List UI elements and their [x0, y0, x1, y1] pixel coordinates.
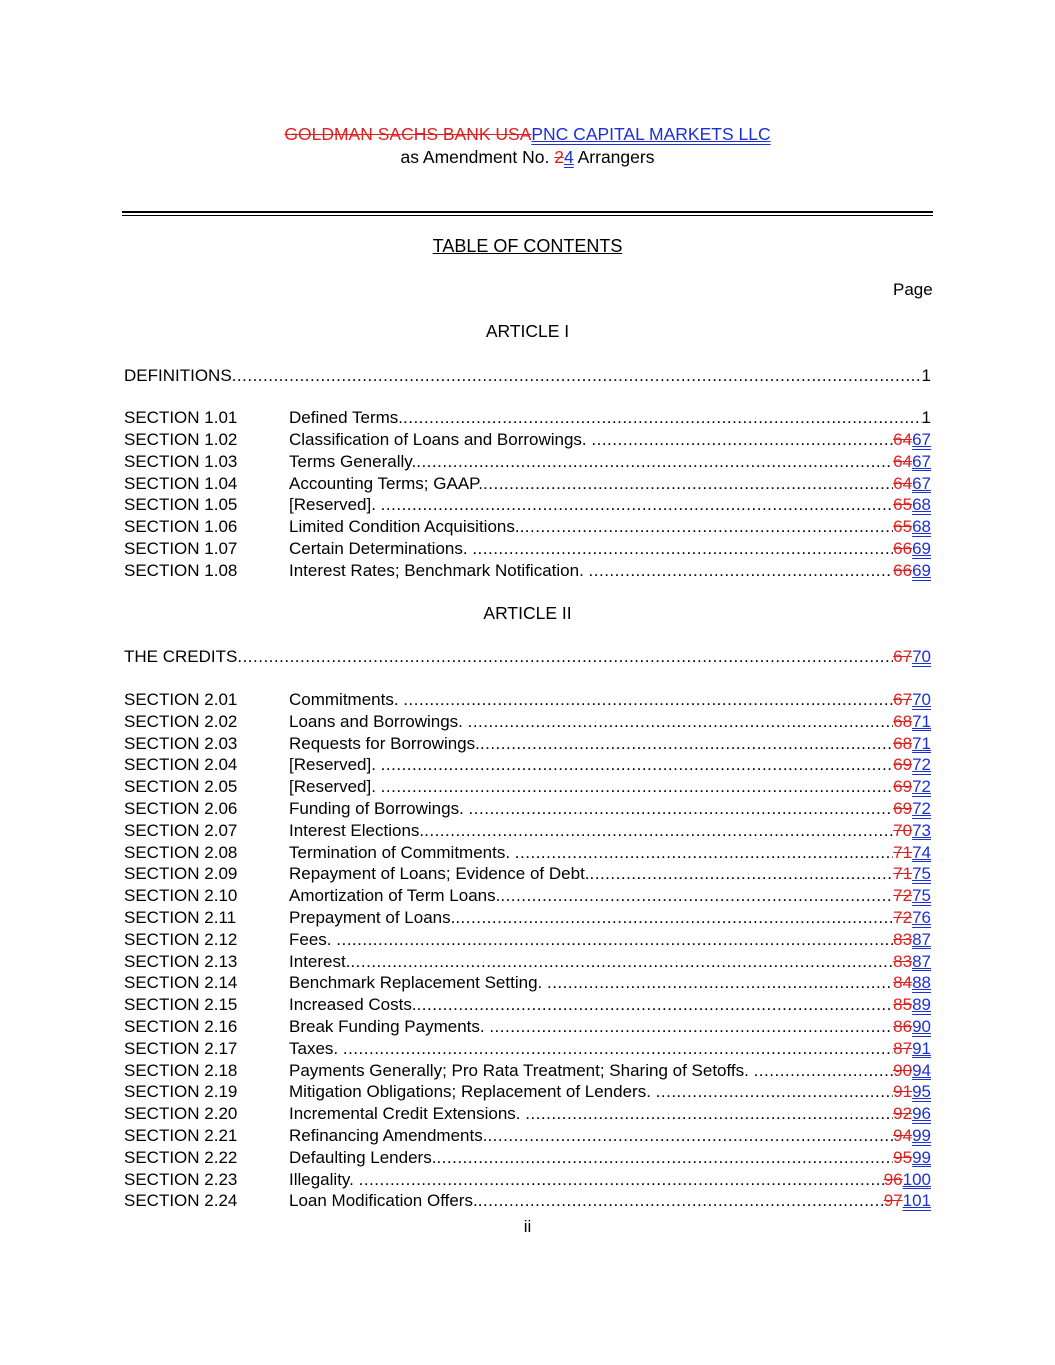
inserted-page-number: 87 — [912, 951, 931, 971]
section-page — [922, 407, 931, 429]
deleted-page-number: 67 — [893, 690, 913, 709]
dot-leader — [336, 929, 893, 951]
article-1-heading: ARTICLE I — [485, 321, 570, 341]
section-title: Defined Terms. — [289, 408, 404, 427]
toc-entry-row[interactable] — [124, 776, 931, 798]
section-title: [Reserved]. — [289, 495, 381, 515]
inserted-page-number: 67 — [912, 429, 931, 449]
section-title: Break Funding Payments. — [289, 1017, 490, 1036]
deleted-page-number: 64 — [893, 429, 913, 449]
section-number: SECTION 2.10 — [124, 886, 238, 906]
section-number: SECTION 2.02 — [124, 711, 238, 731]
inserted-page-number: 72 — [912, 799, 931, 818]
deleted-page-number: 70 — [893, 820, 913, 840]
section-page — [893, 1125, 931, 1147]
section-page — [893, 560, 931, 582]
inserted-page-number: 90 — [912, 1017, 931, 1036]
section-title: Interest. — [289, 951, 351, 971]
section-page — [893, 733, 931, 755]
dot-leader — [343, 1038, 893, 1060]
toc-entry-row[interactable] — [124, 1016, 931, 1038]
toc-entry-row[interactable] — [124, 407, 931, 429]
inserted-amendment-number: 4 — [563, 147, 574, 167]
toc-entry-row[interactable] — [124, 863, 931, 885]
deleted-page-number: 68 — [893, 733, 913, 753]
inserted-page-number: 88 — [912, 973, 931, 993]
toc-entry-row[interactable] — [124, 929, 931, 951]
inserted-page-number: 69 — [912, 539, 931, 559]
deleted-page-number: 72 — [893, 908, 913, 927]
section-title: Certain Determinations. — [289, 539, 473, 559]
section-number: SECTION 2.07 — [124, 820, 238, 840]
deleted-page-number: 65 — [893, 495, 913, 515]
section-title: Funding of Borrowings. — [289, 799, 469, 818]
dot-leader — [478, 1190, 884, 1212]
section-title: Amortization of Term Loans. — [289, 886, 501, 906]
section-page — [893, 1060, 931, 1082]
section-number: SECTION 1.01 — [124, 408, 238, 427]
section-page — [893, 451, 931, 473]
deleted-page-number: 69 — [893, 799, 913, 818]
toc-title: TABLE OF CONTENTS — [432, 236, 623, 256]
page-column-label: Page — [893, 280, 933, 299]
arranger-name — [0, 124, 1055, 145]
section-number: SECTION 2.06 — [124, 799, 238, 818]
section-number: SECTION 2.18 — [124, 1060, 238, 1080]
toc-entry-row[interactable] — [124, 1081, 931, 1103]
inserted-page-number: 73 — [912, 820, 931, 840]
inserted-page-number: 100 — [902, 1169, 931, 1189]
toc-entry-row[interactable] — [124, 1125, 931, 1147]
dot-leader — [232, 365, 922, 387]
dot-leader — [468, 711, 894, 733]
inserted-page-number: 89 — [912, 995, 931, 1015]
inserted-page-number: 75 — [912, 886, 931, 906]
dot-leader — [591, 429, 893, 451]
deleted-arranger-name: GOLDMAN SACHS BANK USA — [284, 124, 532, 144]
inserted-page-number: 67 — [912, 451, 931, 471]
section-number: SECTION 2.08 — [124, 842, 238, 862]
inserted-page-number: 71 — [912, 733, 931, 753]
section-page — [893, 907, 931, 929]
toc-entry-row[interactable] — [124, 1103, 931, 1125]
deleted-page-number: 71 — [893, 842, 913, 862]
section-number: SECTION 2.14 — [124, 973, 238, 993]
section-page — [893, 754, 931, 776]
deleted-page-number: 83 — [893, 951, 913, 971]
arranger-role — [0, 147, 1055, 168]
section-page — [893, 1103, 931, 1125]
section-number: SECTION 2.19 — [124, 1082, 238, 1102]
dot-leader — [381, 754, 894, 776]
section-title: Increased Costs. — [289, 995, 417, 1015]
section-page — [893, 516, 931, 538]
inserted-page-number: 68 — [912, 495, 931, 515]
inserted-page-number: 72 — [912, 777, 931, 797]
section-page — [893, 494, 931, 516]
inserted-page-number: 67 — [912, 473, 931, 493]
deleted-page-number: 83 — [893, 929, 913, 949]
toc-entry-row[interactable] — [124, 907, 931, 929]
dot-leader — [483, 473, 893, 495]
dot-leader — [350, 951, 893, 973]
section-page — [893, 798, 931, 820]
article-2-heading: ARTICLE II — [483, 603, 572, 623]
section-number: SECTION 2.17 — [124, 1038, 238, 1058]
dot-leader — [520, 516, 894, 538]
section-number: SECTION 2.15 — [124, 995, 238, 1015]
dot-leader — [381, 494, 894, 516]
toc-entry-row[interactable] — [124, 1147, 931, 1169]
section-page — [893, 994, 931, 1016]
section-page — [893, 689, 931, 711]
toc-entry-row[interactable] — [124, 473, 931, 495]
inserted-page-number: 99 — [912, 1147, 931, 1167]
section-page — [893, 429, 931, 451]
section-number: SECTION 2.20 — [124, 1104, 238, 1124]
section-page — [893, 820, 931, 842]
dot-leader — [237, 646, 893, 668]
inserted-page-number: 72 — [912, 755, 931, 775]
section-page — [893, 711, 931, 733]
deleted-page-number: 68 — [893, 711, 913, 731]
header-rule-thick — [122, 211, 933, 213]
toc-entry-row[interactable] — [124, 994, 931, 1016]
deleted-page-number: 71 — [893, 864, 913, 884]
dot-leader — [656, 1081, 894, 1103]
toc-entry-page: 1 — [921, 366, 931, 385]
section-number: SECTION 2.13 — [124, 951, 238, 971]
dot-leader — [500, 885, 893, 907]
section-page — [893, 863, 931, 885]
toc-entry-row[interactable] — [124, 429, 931, 451]
deleted-page-number: 94 — [893, 1126, 913, 1145]
deleted-page-number: 85 — [893, 995, 913, 1015]
section-page — [893, 1081, 931, 1103]
section-title: Commitments. — [289, 690, 404, 709]
section-page — [884, 1190, 931, 1212]
section-title: Requests for Borrowings. — [289, 733, 480, 753]
section-title: Illegality. — [289, 1169, 359, 1189]
section-number: SECTION 2.22 — [124, 1147, 238, 1167]
toc-entry-row[interactable] — [124, 538, 931, 560]
deleted-page-number: 91 — [893, 1082, 913, 1102]
toc-entry-row[interactable] — [124, 516, 931, 538]
dot-leader — [515, 842, 893, 864]
toc-entry-page — [893, 646, 931, 668]
section-page — [893, 473, 931, 495]
dot-leader — [525, 1103, 893, 1125]
dot-leader — [489, 1016, 893, 1038]
section-title: Terms Generally. — [289, 451, 417, 471]
section-title: Accounting Terms; GAAP. — [289, 473, 484, 493]
section-number: SECTION 1.08 — [124, 560, 238, 580]
footer-page-number: ii — [523, 1217, 532, 1236]
deleted-amendment-number: 2 — [554, 147, 564, 167]
toc-entry-row[interactable] — [124, 1169, 931, 1191]
inserted-page-number: 70 — [912, 690, 931, 709]
section-title: Interest Elections. — [289, 820, 425, 840]
section-page — [893, 538, 931, 560]
deleted-page-number: 92 — [893, 1104, 913, 1124]
section-title: Mitigation Obligations; Replacement of Lenders. — [289, 1082, 656, 1102]
page-number: 1 — [921, 408, 931, 427]
inserted-page-number: 70 — [912, 647, 931, 666]
section-number: SECTION 2.05 — [124, 777, 238, 797]
deleted-page-number: 64 — [893, 451, 913, 471]
dot-leader — [472, 538, 893, 560]
section-page — [893, 1016, 931, 1038]
section-number: SECTION 2.23 — [124, 1169, 238, 1189]
section-title: Incremental Credit Extensions. — [289, 1104, 526, 1124]
inserted-arranger-name: PNC CAPITAL MARKETS LLC — [531, 124, 771, 144]
dot-leader — [455, 907, 893, 929]
deleted-page-number: 64 — [893, 473, 913, 493]
section-number: SECTION 1.07 — [124, 539, 238, 559]
dot-leader — [403, 407, 922, 429]
section-title: [Reserved]. — [289, 777, 381, 797]
section-title: Prepayment of Loans. — [289, 908, 456, 927]
dot-leader — [487, 1125, 893, 1147]
inserted-page-number: 101 — [902, 1191, 931, 1211]
section-page — [893, 1038, 931, 1060]
toc-entry-row[interactable] — [124, 733, 931, 755]
toc-entry-row[interactable] — [124, 1190, 931, 1212]
dot-leader — [381, 776, 894, 798]
section-number: SECTION 2.01 — [124, 690, 238, 709]
section-title: Benchmark Replacement Setting. — [289, 973, 547, 993]
inserted-page-number: 96 — [912, 1104, 931, 1124]
dot-leader — [469, 798, 894, 820]
deleted-page-number: 97 — [883, 1191, 903, 1211]
toc-entry-row[interactable] — [124, 798, 931, 820]
inserted-page-number: 94 — [912, 1060, 931, 1080]
section-number: SECTION 2.04 — [124, 755, 238, 775]
section-title: Interest Rates; Benchmark Notification. — [289, 560, 589, 580]
role-prefix: as Amendment No. — [400, 147, 555, 167]
deleted-page-number: 84 — [893, 973, 913, 993]
section-title: Loan Modification Offers. — [289, 1191, 478, 1211]
inserted-page-number: 99 — [912, 1126, 931, 1145]
toc-entry-row[interactable] — [124, 951, 931, 973]
toc-entry-row[interactable] — [124, 820, 931, 842]
inserted-page-number: 68 — [912, 517, 931, 537]
dot-leader — [424, 820, 893, 842]
toc-entry-row[interactable] — [124, 1038, 931, 1060]
dot-leader — [590, 863, 894, 885]
toc-entry-row[interactable] — [124, 885, 931, 907]
section-page — [893, 776, 931, 798]
deleted-page-number: 66 — [893, 539, 913, 559]
toc-entry-row[interactable] — [124, 1060, 931, 1082]
section-page — [884, 1169, 931, 1191]
section-number: SECTION 2.03 — [124, 733, 238, 753]
toc-entry-row[interactable] — [124, 842, 931, 864]
deleted-page-number: 86 — [893, 1017, 913, 1036]
dot-leader — [403, 689, 893, 711]
dot-leader — [547, 972, 893, 994]
toc-entry-row[interactable] — [124, 494, 931, 516]
dot-leader — [359, 1169, 884, 1191]
dot-leader — [480, 733, 893, 755]
section-page — [893, 972, 931, 994]
inserted-page-number: 76 — [912, 908, 931, 927]
section-title: Payments Generally; Pro Rata Treatment; Sharing of Setoffs. — [289, 1060, 754, 1080]
deleted-page-number: 87 — [893, 1038, 913, 1058]
toc-entry-row[interactable] — [124, 451, 931, 473]
section-number: SECTION 1.05 — [124, 495, 238, 515]
inserted-page-number: 74 — [912, 842, 931, 862]
header-rule-thin — [122, 215, 933, 216]
inserted-page-number: 69 — [912, 560, 931, 580]
section-number: SECTION 2.09 — [124, 864, 238, 884]
section-number: SECTION 2.21 — [124, 1126, 238, 1145]
deleted-page-number: 67 — [893, 647, 913, 666]
section-title: Fees. — [289, 929, 337, 949]
deleted-page-number: 96 — [883, 1169, 903, 1189]
section-number: SECTION 2.11 — [124, 908, 237, 927]
section-number: SECTION 1.06 — [124, 517, 238, 537]
section-number: SECTION 1.02 — [124, 429, 238, 449]
dot-leader — [754, 1060, 894, 1082]
deleted-page-number: 66 — [893, 560, 913, 580]
section-title: Refinancing Amendments. — [289, 1126, 488, 1145]
toc-entry-row[interactable] — [124, 711, 931, 733]
deleted-page-number: 69 — [893, 777, 913, 797]
toc-article-2-title[interactable] — [124, 646, 931, 668]
deleted-page-number: 90 — [893, 1060, 913, 1080]
section-title: Termination of Commitments. — [289, 842, 515, 862]
deleted-page-number: 69 — [893, 755, 913, 775]
role-suffix: Arrangers — [573, 147, 655, 167]
toc-entry-title: THE CREDITS — [124, 647, 238, 666]
deleted-page-number: 65 — [893, 517, 913, 537]
toc-entry-title: DEFINITIONS — [124, 366, 232, 385]
toc-article-1-title[interactable] — [124, 365, 931, 387]
inserted-page-number: 71 — [912, 711, 931, 731]
dot-leader — [417, 994, 894, 1016]
section-title: [Reserved]. — [289, 755, 381, 775]
section-page — [893, 929, 931, 951]
section-number: SECTION 2.16 — [124, 1017, 238, 1036]
section-page — [893, 842, 931, 864]
section-number: SECTION 1.03 — [124, 451, 238, 471]
section-title: Limited Condition Acquisitions. — [289, 517, 520, 537]
section-number: SECTION 2.12 — [124, 929, 238, 949]
section-page — [893, 885, 931, 907]
toc-entry-row[interactable] — [124, 972, 931, 994]
toc-entry-row[interactable] — [124, 754, 931, 776]
deleted-page-number: 95 — [893, 1147, 913, 1167]
dot-leader — [436, 1147, 893, 1169]
section-page — [893, 1147, 931, 1169]
section-number: SECTION 1.04 — [124, 473, 238, 493]
section-title: Defaulting Lenders. — [289, 1147, 437, 1167]
dot-leader — [416, 451, 893, 473]
section-title: Loans and Borrowings. — [289, 711, 468, 731]
section-title: Classification of Loans and Borrowings. — [289, 429, 592, 449]
inserted-page-number: 87 — [912, 929, 931, 949]
toc-entry-row[interactable] — [124, 689, 931, 711]
inserted-page-number: 75 — [912, 864, 931, 884]
deleted-page-number: 72 — [893, 886, 913, 906]
section-number: SECTION 2.24 — [124, 1191, 238, 1211]
inserted-page-number: 95 — [912, 1082, 931, 1102]
inserted-page-number: 91 — [912, 1038, 931, 1058]
section-title: Taxes. — [289, 1038, 343, 1058]
toc-entry-row[interactable] — [124, 560, 931, 582]
dot-leader — [589, 560, 894, 582]
section-title: Repayment of Loans; Evidence of Debt. — [289, 864, 590, 884]
section-page — [893, 951, 931, 973]
